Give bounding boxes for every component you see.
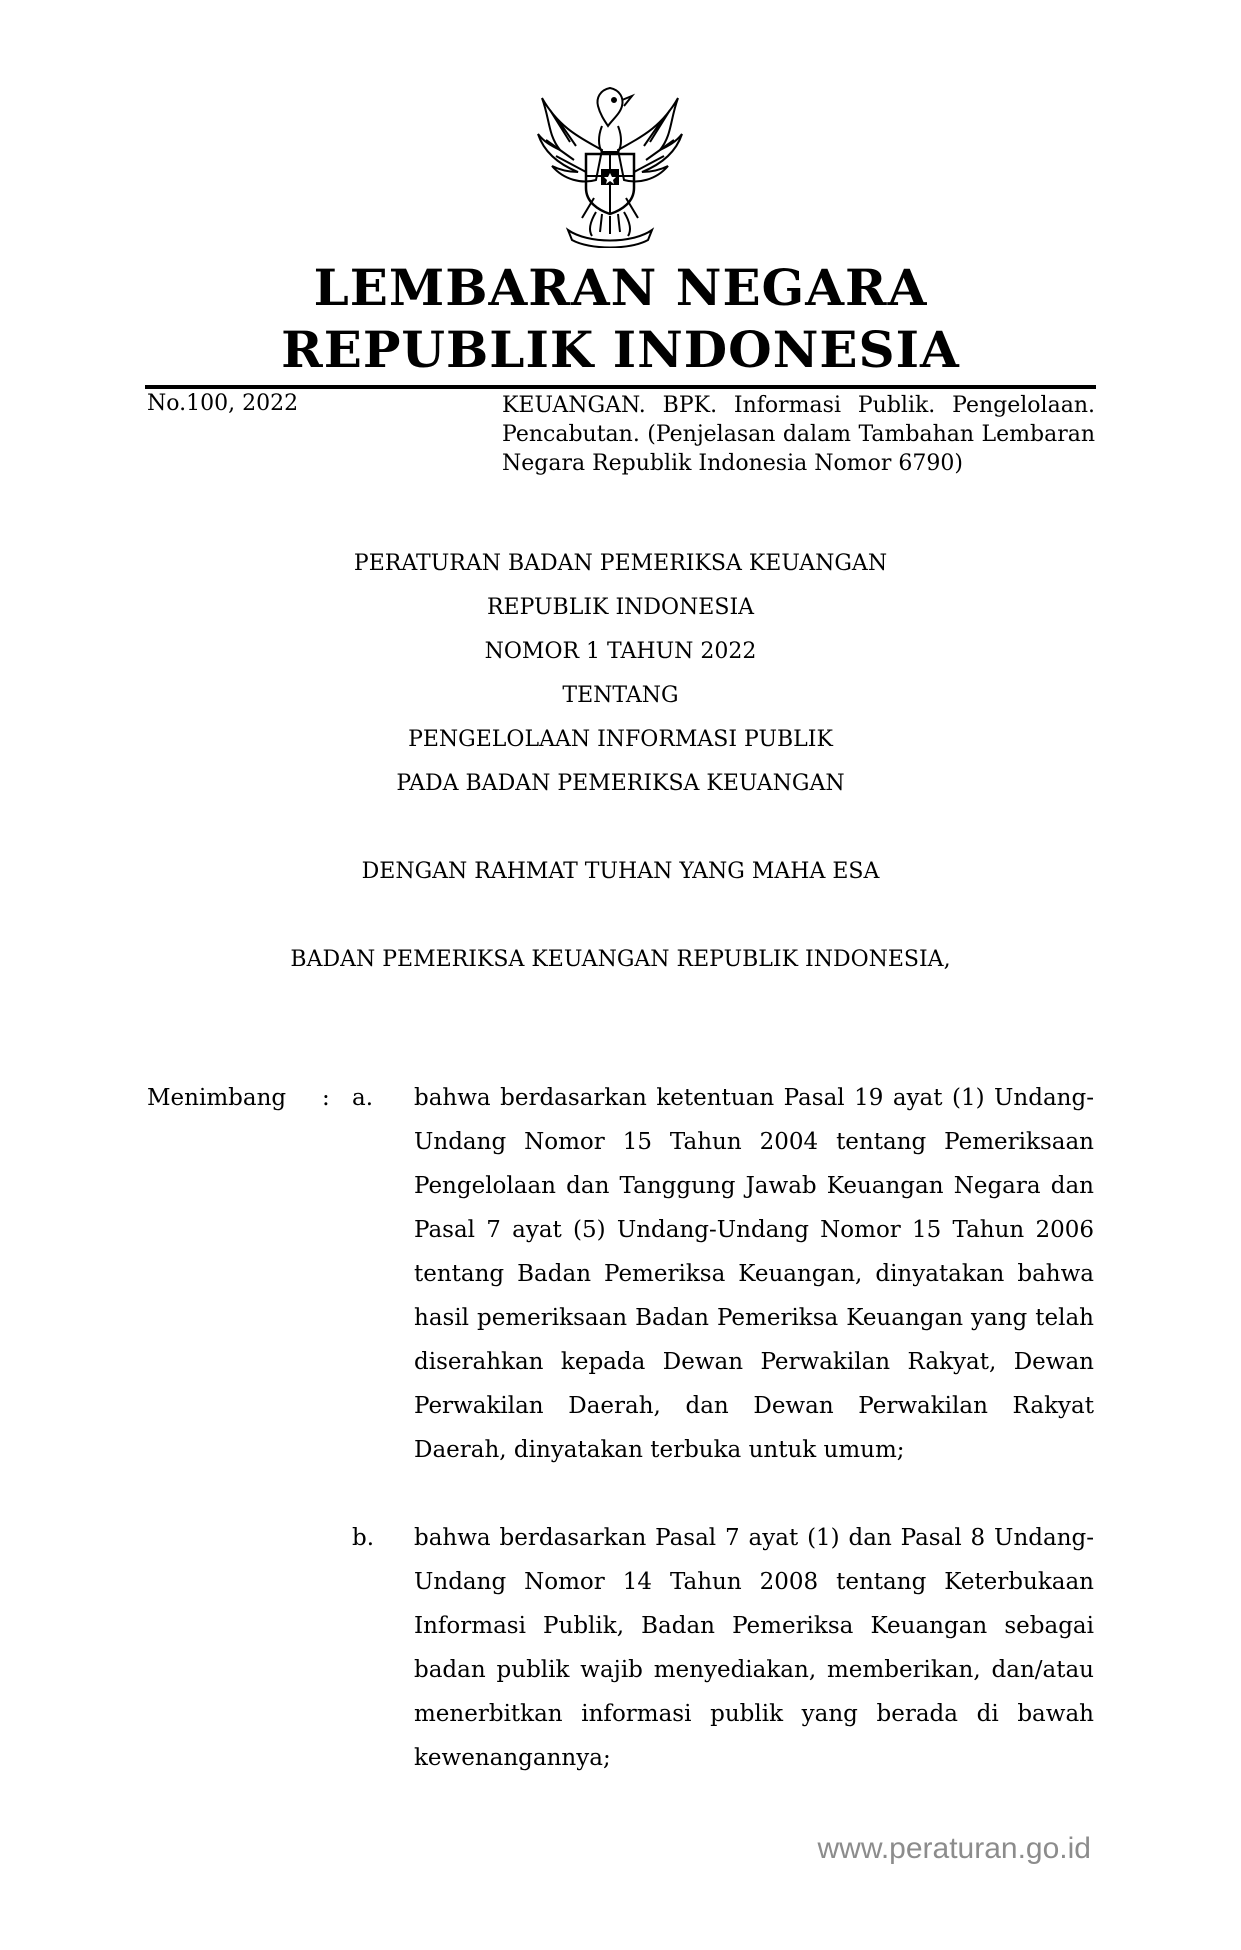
- regulation-heading: [0, 542, 1241, 806]
- garuda-emblem-icon: [530, 80, 690, 248]
- regulation-line: PENGELOLAAN INFORMASI PUBLIK: [408, 727, 833, 752]
- document-title-line1: LEMBARAN NEGARA: [313, 258, 928, 317]
- gazette-subject: KEUANGAN. BPK. Informasi Publik. Pengelolaan. Pencabutan. (Penjelasan dalam Tambahan Lembaran Negara Republik Indonesia Nomor 6790): [502, 393, 1095, 476]
- gazette-number: No.100, 2022: [147, 391, 299, 416]
- regulation-line: TENTANG: [562, 683, 679, 708]
- issuer-text: BADAN PEMERIKSA KEUANGAN REPUBLIK INDONESIA,: [290, 947, 951, 972]
- regulation-line: PADA BADAN PEMERIKSA KEUANGAN: [396, 771, 845, 796]
- document-title-line2: REPUBLIK INDONESIA: [281, 320, 960, 379]
- blessing-text: DENGAN RAHMAT TUHAN YANG MAHA ESA: [361, 859, 880, 884]
- item-letter-b: b.: [352, 1525, 375, 1551]
- issuer-line: [0, 938, 1241, 982]
- menimbang-colon: :: [322, 1085, 330, 1111]
- regulation-line: REPUBLIK INDONESIA: [486, 595, 755, 620]
- item-letter-a: a.: [352, 1085, 374, 1111]
- item-text-a: bahwa berdasarkan ketentuan Pasal 19 ayat (1) Undang-Undang Nomor 15 Tahun 2004 tentang Pemeriksaan Pengelolaan dan Tanggung Jawab Keuangan Negara dan Pasal 7 ayat (5) Undang-Undang Nomor 15 Tahun 2006 tentang Badan Pemeriksa Keuangan, dinyatakan bahwa hasil pemeriksaan Badan Pemeriksa Keuangan yang telah diserahkan kepada Dewan Perwakilan Rakyat, Dewan Perwakilan Daerah, dan Dewan Perwakilan Rakyat Daerah, dinyatakan terbuka untuk umum;: [414, 1085, 1094, 1463]
- menimbang-label: Menimbang: [147, 1085, 287, 1111]
- item-text-b: bahwa berdasarkan Pasal 7 ayat (1) dan Pasal 8 Undang-Undang Nomor 14 Tahun 2008 tentang Keterbukaan Informasi Publik, Badan Pemeriksa Keuangan sebagai badan publik wajib menyediakan, memberikan, dan/atau menerbitkan informasi publik yang berada di bawah kewenangannya;: [414, 1525, 1094, 1771]
- regulation-line: PERATURAN BADAN PEMERIKSA KEUANGAN: [353, 551, 888, 576]
- header-rule: [145, 385, 1096, 389]
- regulation-line: NOMOR 1 TAHUN 2022: [484, 639, 757, 664]
- blessing-line: [0, 850, 1241, 894]
- footer-url[interactable]: www.peraturan.go.id: [817, 1832, 1091, 1865]
